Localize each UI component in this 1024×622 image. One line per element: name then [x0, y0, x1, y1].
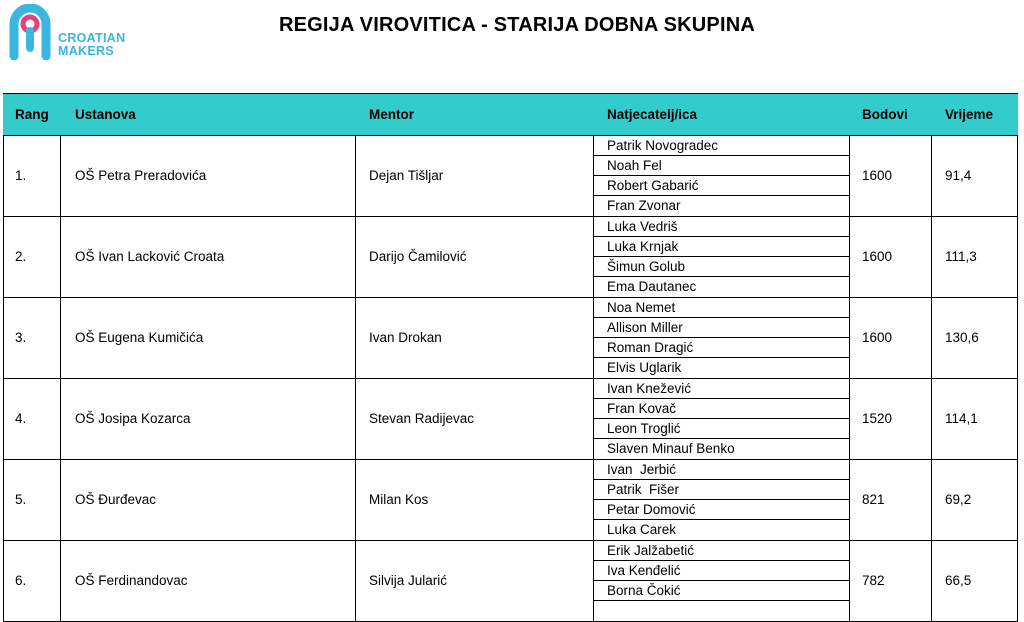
- members-list: [593, 460, 849, 540]
- mentor-cell: Dejan Tišljar: [369, 168, 444, 183]
- member-name: Leon Troglić: [593, 419, 849, 439]
- school-cell: OŠ Đurđevac: [75, 492, 157, 507]
- member-name: Allison Miller: [593, 318, 849, 338]
- time-cell: 130,6: [945, 330, 979, 345]
- table-row: [3, 460, 1018, 541]
- members-list: [593, 379, 849, 459]
- mentor-cell: Milan Kos: [369, 492, 429, 507]
- school-cell: OŠ Eugena Kumičića: [75, 330, 204, 345]
- members-list: [593, 298, 849, 378]
- header-ustanova: Ustanova: [75, 107, 136, 122]
- member-name: [593, 601, 849, 621]
- member-name: Noa Nemet: [593, 298, 849, 318]
- table-row: [3, 136, 1018, 217]
- header-rang: Rang: [15, 107, 49, 122]
- logo-line-1: CROATIAN: [58, 31, 126, 45]
- mentor-cell: Ivan Drokan: [369, 330, 442, 345]
- school-cell: OŠ Petra Preradovića: [75, 168, 207, 183]
- school-cell: OŠ Ferdinandovac: [75, 573, 188, 588]
- member-name: Luka Krnjak: [593, 237, 849, 257]
- points-cell: 821: [862, 492, 885, 507]
- member-name: Roman Dragić: [593, 338, 849, 358]
- mentor-cell: Darijo Čamilović: [369, 249, 467, 264]
- points-cell: 1600: [862, 168, 893, 183]
- rank-cell: 1.: [15, 168, 27, 183]
- results-table: [3, 93, 1018, 622]
- mentor-cell: Silvija Jularić: [369, 573, 448, 588]
- members-list: [593, 136, 849, 216]
- time-cell: 69,2: [945, 492, 972, 507]
- member-name: Fran Kovač: [593, 399, 849, 419]
- member-name: Ema Dautanec: [607, 279, 697, 294]
- rank-cell: 6.: [15, 573, 27, 588]
- table-row: [3, 298, 1018, 379]
- member-name: Šimun Golub: [593, 257, 849, 277]
- school-cell: OŠ Josipa Kozarca: [75, 411, 191, 426]
- table-row: [3, 379, 1018, 460]
- time-cell: 111,3: [945, 249, 977, 264]
- member-name: Patrik Novogradec: [593, 136, 849, 156]
- table-row: [3, 541, 1018, 622]
- members-list: [593, 217, 849, 297]
- member-name: Fran Zvonar: [607, 198, 681, 213]
- header-natjecatelj: Natjecatelj/ica: [607, 107, 698, 122]
- member-name: Erik Jalžabetić: [593, 541, 849, 561]
- member-name: Elvis Uglarik: [607, 360, 682, 375]
- member-name: Ivan Knežević: [593, 379, 849, 399]
- header-bodovi: Bodovi: [862, 107, 908, 122]
- school-cell: OŠ Ivan Lacković Croata: [75, 249, 225, 264]
- member-name: Patrik Fišer: [593, 480, 849, 500]
- rank-cell: 4.: [15, 411, 27, 426]
- header-mentor: Mentor: [369, 107, 414, 122]
- rank-cell: 2.: [15, 249, 27, 264]
- rank-cell: 3.: [15, 330, 27, 345]
- page-title: REGIJA VIROVITICA - STARIJA DOBNA SKUPINA: [278, 14, 755, 36]
- member-name: Luka Carek: [607, 522, 677, 537]
- member-name: Iva Kenđelić: [593, 561, 849, 581]
- member-name: Petar Domović: [593, 500, 849, 520]
- time-cell: 66,5: [945, 573, 972, 588]
- member-name: Luka Vedriš: [593, 217, 849, 237]
- member-name: Robert Gabarić: [593, 176, 849, 196]
- time-cell: 91,4: [945, 168, 972, 183]
- members-list: [593, 541, 849, 621]
- points-cell: 1600: [862, 330, 893, 345]
- member-name: Noah Fel: [593, 156, 849, 176]
- rank-cell: 5.: [15, 492, 27, 507]
- points-cell: 1520: [862, 411, 893, 426]
- time-cell: 114,1: [945, 411, 978, 426]
- member-name: Slaven Minauf Benko: [607, 441, 735, 456]
- table-row: [3, 217, 1018, 298]
- table-header: [3, 93, 1018, 136]
- member-name: Borna Čokić: [593, 581, 849, 601]
- logo-line-2: MAKERS: [58, 44, 114, 58]
- points-cell: 1600: [862, 249, 893, 264]
- points-cell: 782: [862, 573, 885, 588]
- member-name: Ivan Jerbić: [593, 460, 849, 480]
- header-vrijeme: Vrijeme: [945, 107, 994, 122]
- mentor-cell: Stevan Radijevac: [369, 411, 475, 426]
